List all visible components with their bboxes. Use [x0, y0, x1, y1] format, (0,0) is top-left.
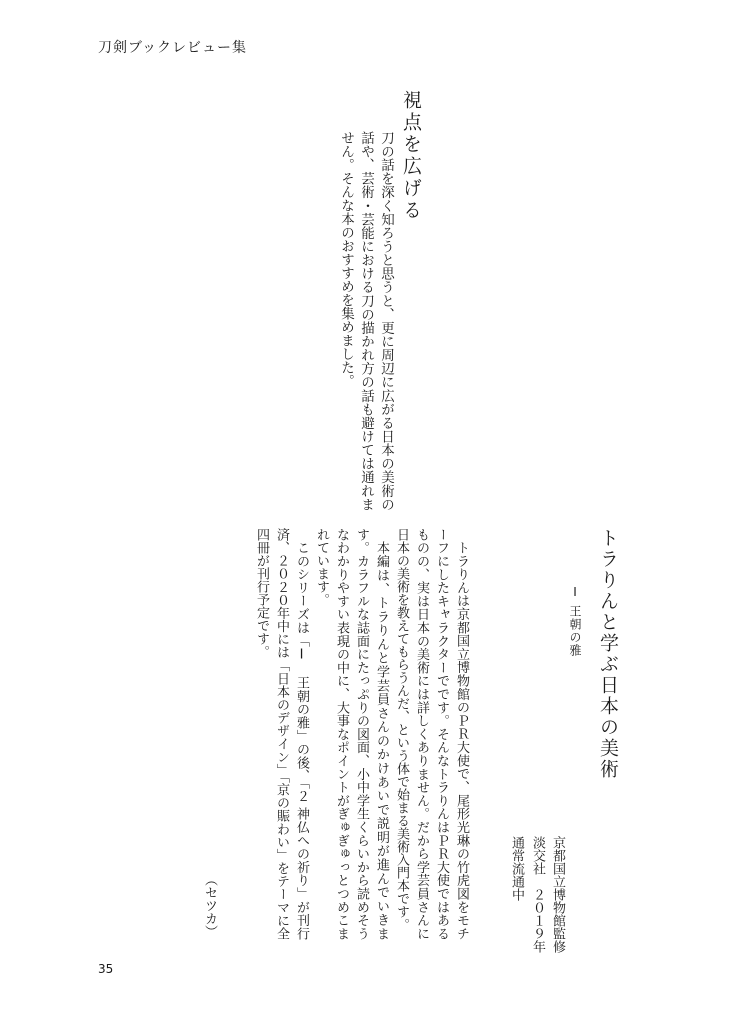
review-body [230, 528, 471, 940]
running-header: 刀剣ブックレビュー集 [98, 40, 248, 56]
review-book-subtitle: Ⅰ 王朝の雅 [568, 585, 582, 657]
book-availability: 通常流通中 [509, 836, 524, 901]
book-editor: 京都国立博物館監修 [550, 836, 565, 953]
book-publisher: 淡交社 ２０１９年 [530, 836, 545, 953]
intro-title: 視点を広げる [400, 90, 422, 222]
page-number: 35 [98, 962, 114, 976]
review-book-title: トラりんと学ぶ日本の美術 [597, 528, 619, 780]
review-paragraph: トラりんは京都国立博物館のＰＲ大使で、尾形光琳の竹虎図をモチーフにしたキャラクターでです。そんなトラりんはＰＲ大使ではあるものの、実は日本の美術には詳しくありません。だから学芸員さんに日本の美術を教えてもらうんだ、という体で始まる美術入門本です。 [394, 528, 469, 940]
review-paragraph: 本編は、トラりんと学芸員さんのかけあいで説明が進んでいきます。カラフルな誌面にたっぷりの図面、小中学生くらいから読めそうなわかりやすい表現の中に、大事なポイントがぎゅぎゅっとつめこまれています。 [314, 528, 389, 940]
review-paragraph: このシリーズは「Ⅰ 王朝の雅」の後、「２ 神仏への祈り」が刊行済、２０２０年中には「日本のデザイン」「京の賑わい」をテーマに全四冊が刊行予定です。 [254, 528, 309, 940]
reviewer-signature: （セツカ） [202, 873, 217, 938]
intro-body: 刀の話を深く知ろうと思うと、更に周辺に広がる日本の美術の話や、芸術・芸能における刀の描かれ方の話も避けては通れません。そんな本のおすすめを集めました。 [338, 131, 394, 511]
